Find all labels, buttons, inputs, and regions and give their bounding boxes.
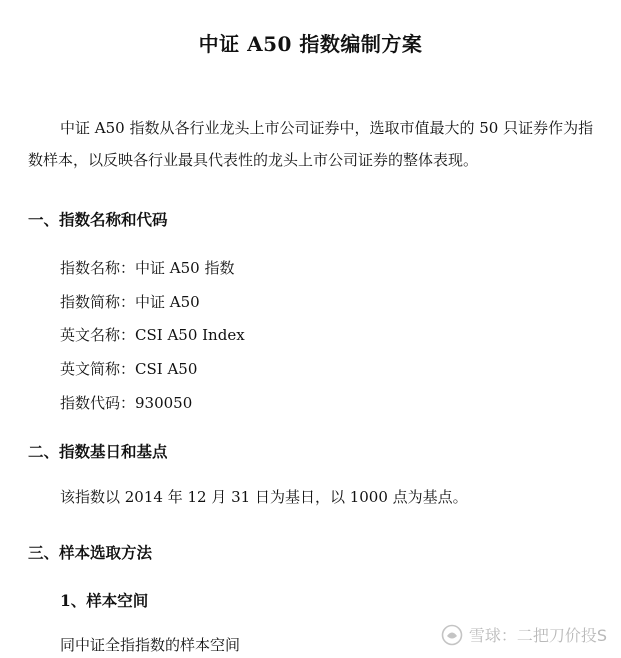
subheading-sample-space: 1、样本空间 xyxy=(60,591,149,610)
index-code-line: 指数代码：930050 xyxy=(60,394,193,412)
watermark xyxy=(441,623,607,646)
watermark-text: 雪球：二把刀价投S xyxy=(468,626,607,645)
document-title: 中证 A50 指数编制方案 xyxy=(198,32,423,56)
base-date-text: 该指数以 2014 年 12 月 31 日为基日，以 1000 点为基点。 xyxy=(60,488,468,506)
section-heading-name-code: 一、指数名称和代码 xyxy=(28,210,168,229)
index-short-name-line: 指数简称：中证 A50 xyxy=(60,293,200,311)
english-short-name-line: 英文简称：CSI A50 xyxy=(60,360,198,378)
english-name-line: 英文名称：CSI A50 Index xyxy=(60,326,245,344)
snowball-icon xyxy=(441,624,463,646)
index-name-line: 指数名称：中证 A50 指数 xyxy=(60,259,235,277)
section-heading-base-date: 二、指数基日和基点 xyxy=(28,442,168,461)
sample-space-text: 同中证全指指数的样本空间 xyxy=(60,636,241,654)
intro-paragraph: 中证 A50 指数从各行业龙头上市公司证券中，选取市值最大的 50 只证券作为指数样本，以反映各行业最具代表性的龙头上市公司证券的整体表现。 xyxy=(28,119,594,169)
section-heading-selection-method: 三、样本选取方法 xyxy=(28,543,153,562)
